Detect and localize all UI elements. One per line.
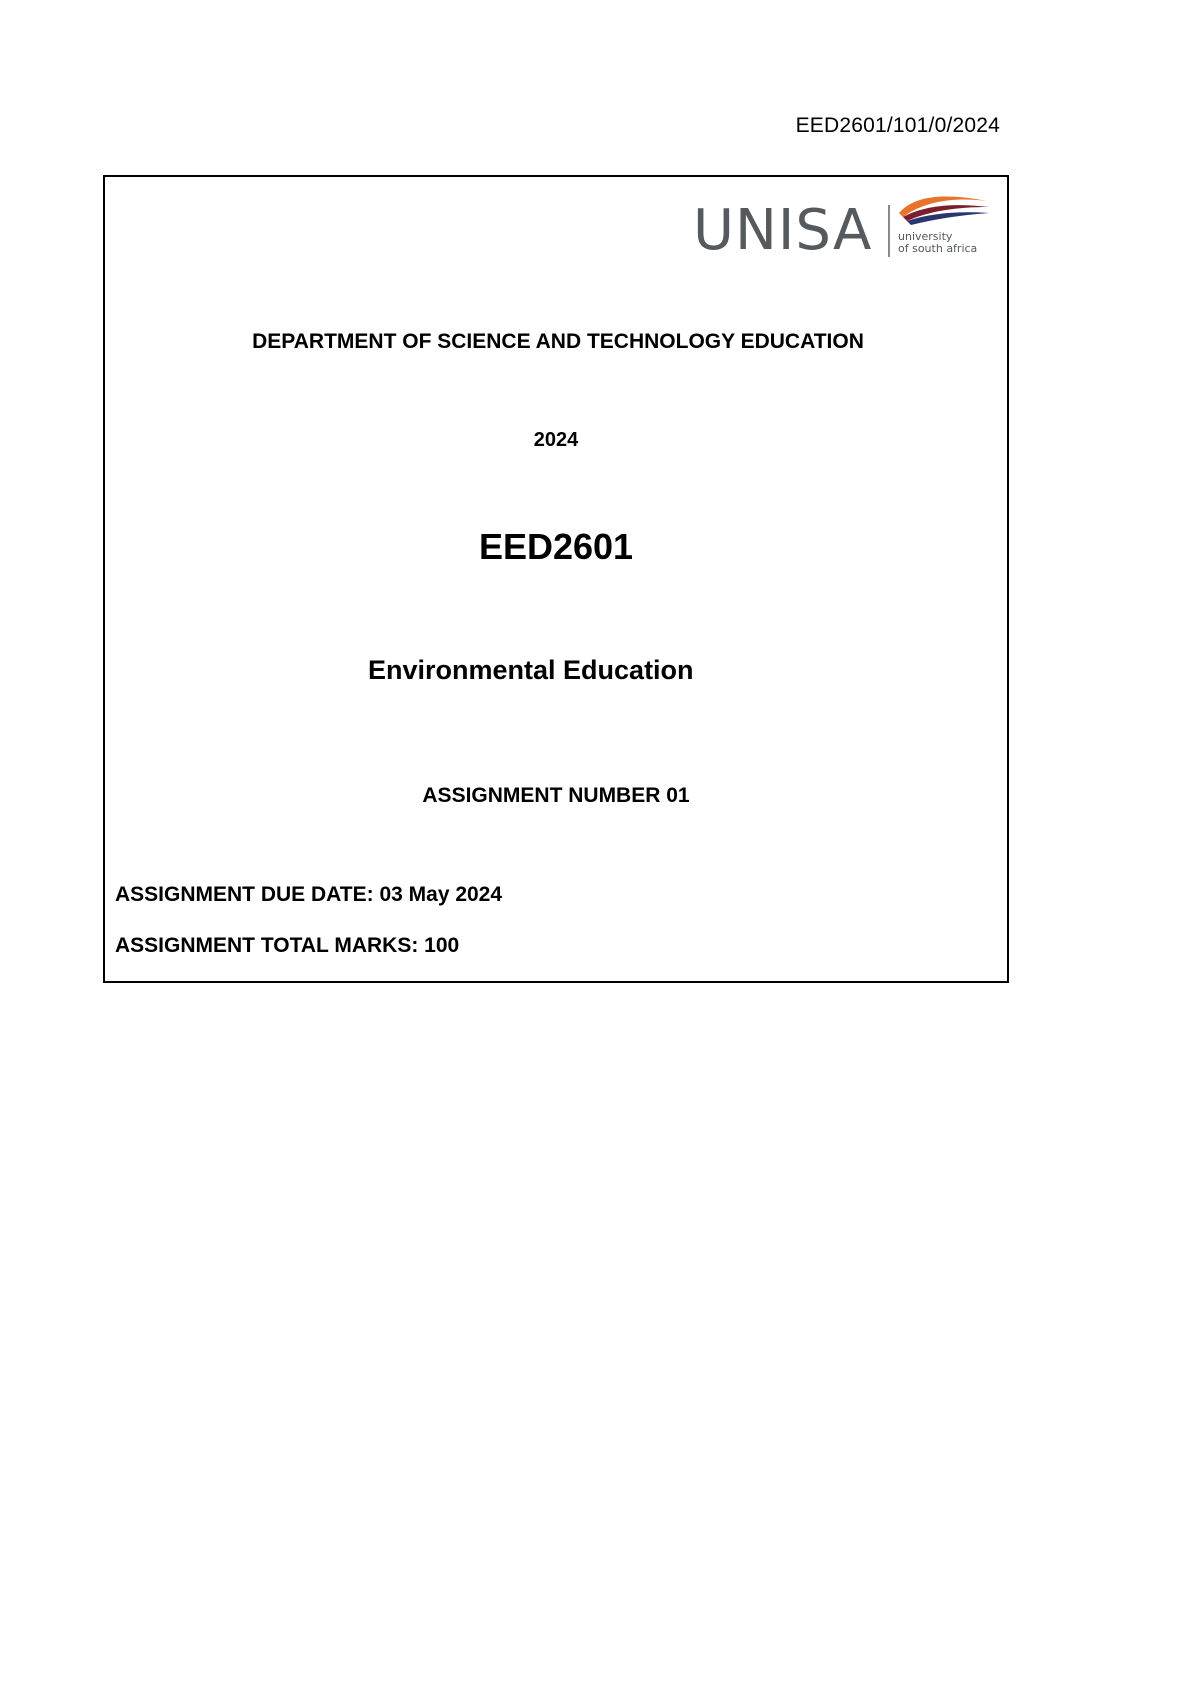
cover-box [103, 175, 1009, 983]
year: 2024 [533, 429, 579, 451]
document-reference: EED2601/101/0/2024 [795, 114, 1000, 137]
unisa-logo [693, 191, 993, 267]
logo-wordmark: UNISA [693, 198, 873, 263]
department-heading: DEPARTMENT OF SCIENCE AND TECHNOLOGY EDUCATION [252, 330, 864, 353]
assignment-due-date: ASSIGNMENT DUE DATE: 03 May 2024 [115, 883, 503, 906]
logo-subtitle [898, 231, 977, 255]
unisa-bird-icon [895, 191, 991, 227]
logo-subtitle-line2: of south africa [898, 242, 978, 255]
assignment-number: ASSIGNMENT NUMBER 01 [422, 784, 690, 807]
logo-subtitle-line1: university [898, 230, 953, 243]
module-code: EED2601 [478, 526, 634, 567]
logo-divider [888, 205, 890, 257]
assignment-total-marks: ASSIGNMENT TOTAL MARKS: 100 [115, 934, 460, 957]
module-name: Environmental Education [368, 655, 694, 685]
